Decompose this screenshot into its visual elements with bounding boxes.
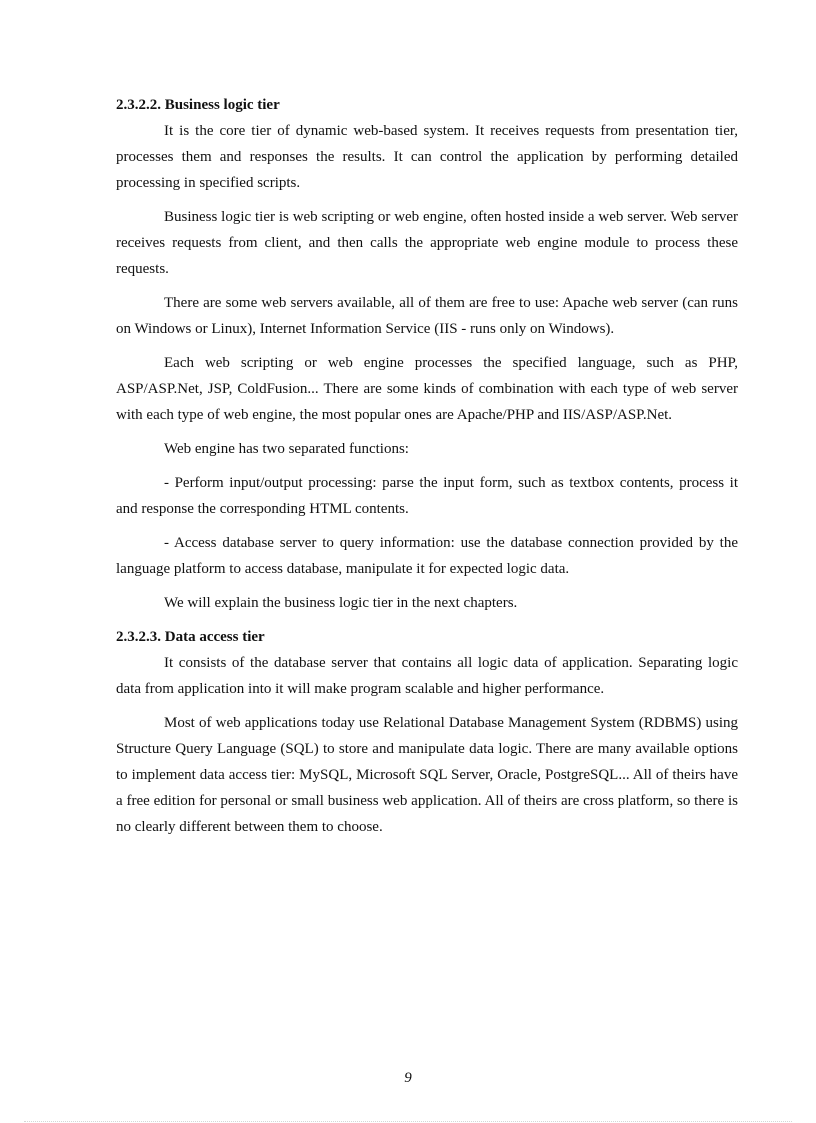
section-heading-business-logic-tier: 2.3.2.2. Business logic tier [116, 97, 280, 113]
document-page [116, 92, 738, 848]
list-item-paragraph: - Access database server to query information: use the database connection provided by the language platform to access database, manipulate it for expected logic data. [116, 535, 738, 577]
paragraph: Most of web applications today use Relational Database Management System (RDBMS) using Structure Query Language (SQL) to store and manipulate data logic. There are many available options to implement data access tier: MySQL, Microsoft SQL Server, Oracle, PostgreSQL... All of theirs have a free edition for personal or small business web application. All of theirs are cross platform, so there is no clearly different between them to choose. [116, 715, 738, 835]
paragraph: We will explain the business logic tier in the next chapters. [164, 595, 518, 611]
list-item-paragraph: - Perform input/output processing: parse the input form, such as textbox contents, process it and response the corresponding HTML contents. [116, 475, 738, 517]
page-number: 9 [404, 1070, 412, 1086]
paragraph: It consists of the database server that contains all logic data of application. Separating logic data from application into it will make program scalable and higher performance. [116, 655, 738, 697]
paragraph: Each web scripting or web engine processes the specified language, such as PHP, ASP/ASP.Net, JSP, ColdFusion... There are some kinds of combination with each type of web server with each type of web engine, the most popular ones are Apache/PHP and IIS/ASP/ASP.Net. [116, 355, 738, 423]
section-heading-data-access-tier: 2.3.2.3. Data access tier [116, 629, 265, 645]
paragraph: It is the core tier of dynamic web-based system. It receives requests from presentation tier, processes them and responses the results. It can control the application by performing detailed processing in specified scripts. [116, 123, 738, 191]
paragraph: There are some web servers available, all of them are free to use: Apache web server (can runs on Windows or Linux), Internet Information Service (IIS - runs only on Windows). [116, 295, 738, 337]
page-bottom-divider [24, 1121, 792, 1122]
paragraph: Business logic tier is web scripting or web engine, often hosted inside a web server. Web server receives requests from client, and then calls the appropriate web engine module to process these requests. [116, 209, 738, 277]
paragraph: Web engine has two separated functions: [164, 441, 409, 457]
